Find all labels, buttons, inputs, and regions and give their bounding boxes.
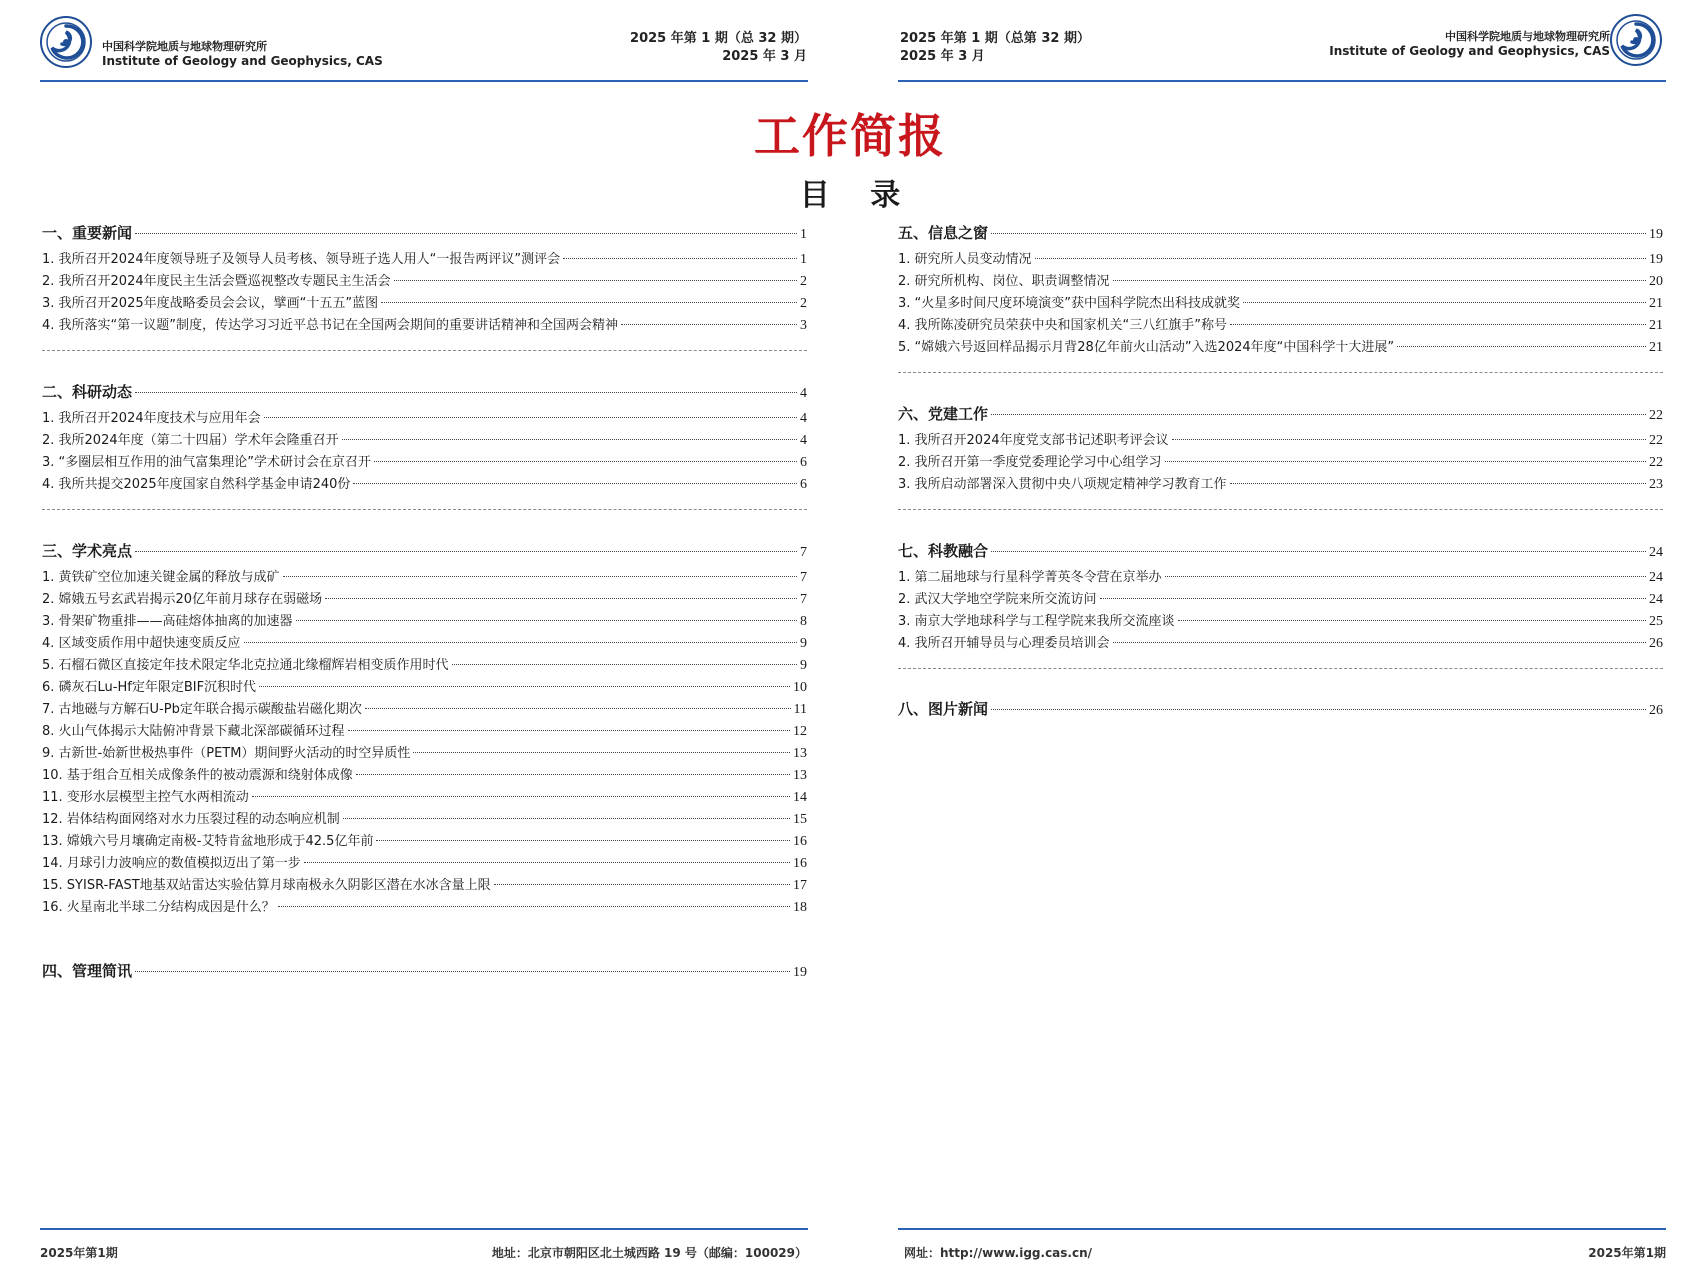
- toc-item[interactable]: 2. 武汉大学地空学院来所交流访问 24: [898, 592, 1663, 607]
- institute-name-en-right: Institute of Geology and Geophysics, CAS: [1329, 44, 1610, 58]
- section-divider: [42, 509, 807, 510]
- footer-rule-right: [898, 1228, 1666, 1230]
- toc-section-research: [42, 381, 807, 510]
- toc-item[interactable]: 2. 我所召开第一季度党委理论学习中心组学习 22: [898, 455, 1663, 470]
- toc-section-highlights: [42, 540, 807, 918]
- toc-item[interactable]: 13. 嫦娥六号月壤确定南极-艾特肯盆地形成于42.5亿年前 16: [42, 834, 807, 849]
- toc-item[interactable]: 9. 古新世-始新世极热事件（PETM）期间野火活动的时空异质性 13: [42, 746, 807, 761]
- toc-section-heading[interactable]: 一、重要新闻 1: [42, 224, 807, 242]
- toc-item[interactable]: 2. 我所2024年度（第二十四届）学术年会隆重召开 4: [42, 433, 807, 448]
- toc-item[interactable]: 3. 我所召开2025年度战略委员会会议，擘画“十五五”蓝图 2: [42, 296, 807, 311]
- issue-date-left: 2025 年 3 月: [722, 49, 807, 64]
- toc-item[interactable]: 1. 我所召开2024年度领导班子及领导人员考核、领导班子选人用人“一报告两评议”测评会 1: [42, 252, 807, 267]
- toc-section-education: [898, 540, 1663, 669]
- toc-item[interactable]: 4. 我所陈凌研究员荣获中央和国家机关“三八红旗手”称号 21: [898, 318, 1663, 333]
- toc-item[interactable]: 2. 我所召开2024年度民主生活会暨巡视整改专题民主生活会 2: [42, 274, 807, 289]
- header-rule-right: [898, 80, 1666, 82]
- toc-section-news: [42, 222, 807, 351]
- institute-logo-right: [1610, 14, 1662, 66]
- toc-item[interactable]: 7. 古地磁与方解石U-Pb定年联合揭示碳酸盐岩磁化期次 11: [42, 702, 807, 717]
- toc-section-info: [898, 222, 1663, 373]
- toc-section-heading[interactable]: 七、科教融合 24: [898, 542, 1663, 560]
- toc-item[interactable]: 1. 第二届地球与行星科学菁英冬令营在京举办 24: [898, 570, 1663, 585]
- toc-item[interactable]: 5. “嫦娥六号返回样品揭示月背28亿年前火山活动”入选2024年度“中国科学十大进展” 21: [898, 340, 1663, 355]
- toc-item[interactable]: 3. 我所启动部署深入贯彻中央八项规定精神学习教育工作 23: [898, 477, 1663, 492]
- footer-website[interactable]: 网址：http://www.igg.cas.cn/: [904, 1246, 1093, 1260]
- toc-section-heading[interactable]: 二、科研动态 4: [42, 383, 807, 401]
- toc-item[interactable]: 4. 我所共提交2025年度国家自然科学基金申请240份 6: [42, 477, 807, 492]
- toc-item[interactable]: 1. 黄铁矿空位加速关键金属的释放与成矿 7: [42, 570, 807, 585]
- toc-section-heading[interactable]: 五、信息之窗 19: [898, 224, 1663, 242]
- toc-item[interactable]: 1. 我所召开2024年度技术与应用年会 4: [42, 411, 807, 426]
- toc-section-management: [42, 960, 807, 986]
- toc-item[interactable]: 11. 变形水层模型主控气水两相流动 14: [42, 790, 807, 805]
- logo-swirl-icon: [1612, 16, 1660, 64]
- bulletin-title: 工作简报: [754, 109, 946, 163]
- section-divider: [898, 668, 1663, 669]
- toc-item[interactable]: 15. SYISR-FAST地基双站雷达实验估算月球南极永久阴影区潜在水冰含量上限 17: [42, 878, 807, 893]
- toc-item[interactable]: 6. 磷灰石Lu-Hf定年限定BIF沉积时代 10: [42, 680, 807, 695]
- institute-name-cn-left: 中国科学院地质与地球物理研究所: [102, 40, 267, 53]
- issue-number-right: 2025 年第 1 期（总第 32 期）: [900, 31, 1090, 46]
- toc-item[interactable]: 12. 岩体结构面网络对水力压裂过程的动态响应机制 15: [42, 812, 807, 827]
- toc-item[interactable]: 2. 研究所机构、岗位、职责调整情况 20: [898, 274, 1663, 289]
- toc-section-party: [898, 403, 1663, 510]
- toc-item[interactable]: 4. 我所召开辅导员与心理委员培训会 26: [898, 636, 1663, 651]
- toc-item[interactable]: 5. 石榴石微区直接定年技术限定华北克拉通北缘榴辉岩相变质作用时代 9: [42, 658, 807, 673]
- footer-issue-left: 2025年第1期: [40, 1246, 118, 1260]
- toc-item[interactable]: 3. 骨架矿物重排——高硅熔体抽离的加速器 8: [42, 614, 807, 629]
- footer-issue-right: 2025年第1期: [1588, 1246, 1666, 1260]
- institute-name-en-left: Institute of Geology and Geophysics, CAS: [102, 54, 383, 68]
- toc-section-heading[interactable]: 六、党建工作 22: [898, 405, 1663, 423]
- toc-section-heading[interactable]: 八、图片新闻 26: [898, 700, 1663, 718]
- toc-item[interactable]: 4. 区域变质作用中超快速变质反应 9: [42, 636, 807, 651]
- issue-date-right: 2025 年 3 月: [900, 49, 985, 64]
- toc-section-heading[interactable]: 三、学术亮点 7: [42, 542, 807, 560]
- toc-item[interactable]: 1. 研究所人员变动情况 19: [898, 252, 1663, 267]
- section-divider: [42, 350, 807, 351]
- toc-item[interactable]: 3. 南京大学地球科学与工程学院来我所交流座谈 25: [898, 614, 1663, 629]
- toc-item[interactable]: 14. 月球引力波响应的数值模拟迈出了第一步 16: [42, 856, 807, 871]
- institute-name-cn-right: 中国科学院地质与地球物理研究所: [1445, 30, 1610, 43]
- header-rule-left: [40, 80, 808, 82]
- footer-address: 地址：北京市朝阳区北土城西路 19 号（邮编：100029）: [491, 1246, 807, 1260]
- footer-rule-left: [40, 1228, 808, 1230]
- toc-item[interactable]: 2. 嫦娥五号玄武岩揭示20亿年前月球存在弱磁场 7: [42, 592, 807, 607]
- toc-item[interactable]: 3. “火星多时间尺度环境演变”获中国科学院杰出科技成就奖 21: [898, 296, 1663, 311]
- institute-logo-left: [40, 16, 92, 68]
- issue-number-left: 2025 年第 1 期（总 32 期）: [630, 31, 807, 46]
- toc-item[interactable]: 8. 火山气体揭示大陆俯冲背景下藏北深部碳循环过程 12: [42, 724, 807, 739]
- section-divider: [898, 372, 1663, 373]
- toc-title: 目 录: [799, 178, 901, 213]
- toc-item[interactable]: 10. 基于组合互相关成像条件的被动震源和绕射体成像 13: [42, 768, 807, 783]
- logo-swirl-icon: [42, 18, 90, 66]
- toc-section-photo-news: [898, 698, 1663, 724]
- toc-item[interactable]: 16. 火星南北半球二分结构成因是什么？ 18: [42, 900, 807, 915]
- section-divider: [898, 509, 1663, 510]
- toc-section-heading[interactable]: 四、管理简讯 19: [42, 962, 807, 980]
- toc-item[interactable]: 4. 我所落实“第一议题”制度，传达学习习近平总书记在全国两会期间的重要讲话精神和全国两会精神 3: [42, 318, 807, 333]
- toc-item[interactable]: 3. “多圈层相互作用的油气富集理论”学术研讨会在京召开 6: [42, 455, 807, 470]
- toc-item[interactable]: 1. 我所召开2024年度党支部书记述职考评会议 22: [898, 433, 1663, 448]
